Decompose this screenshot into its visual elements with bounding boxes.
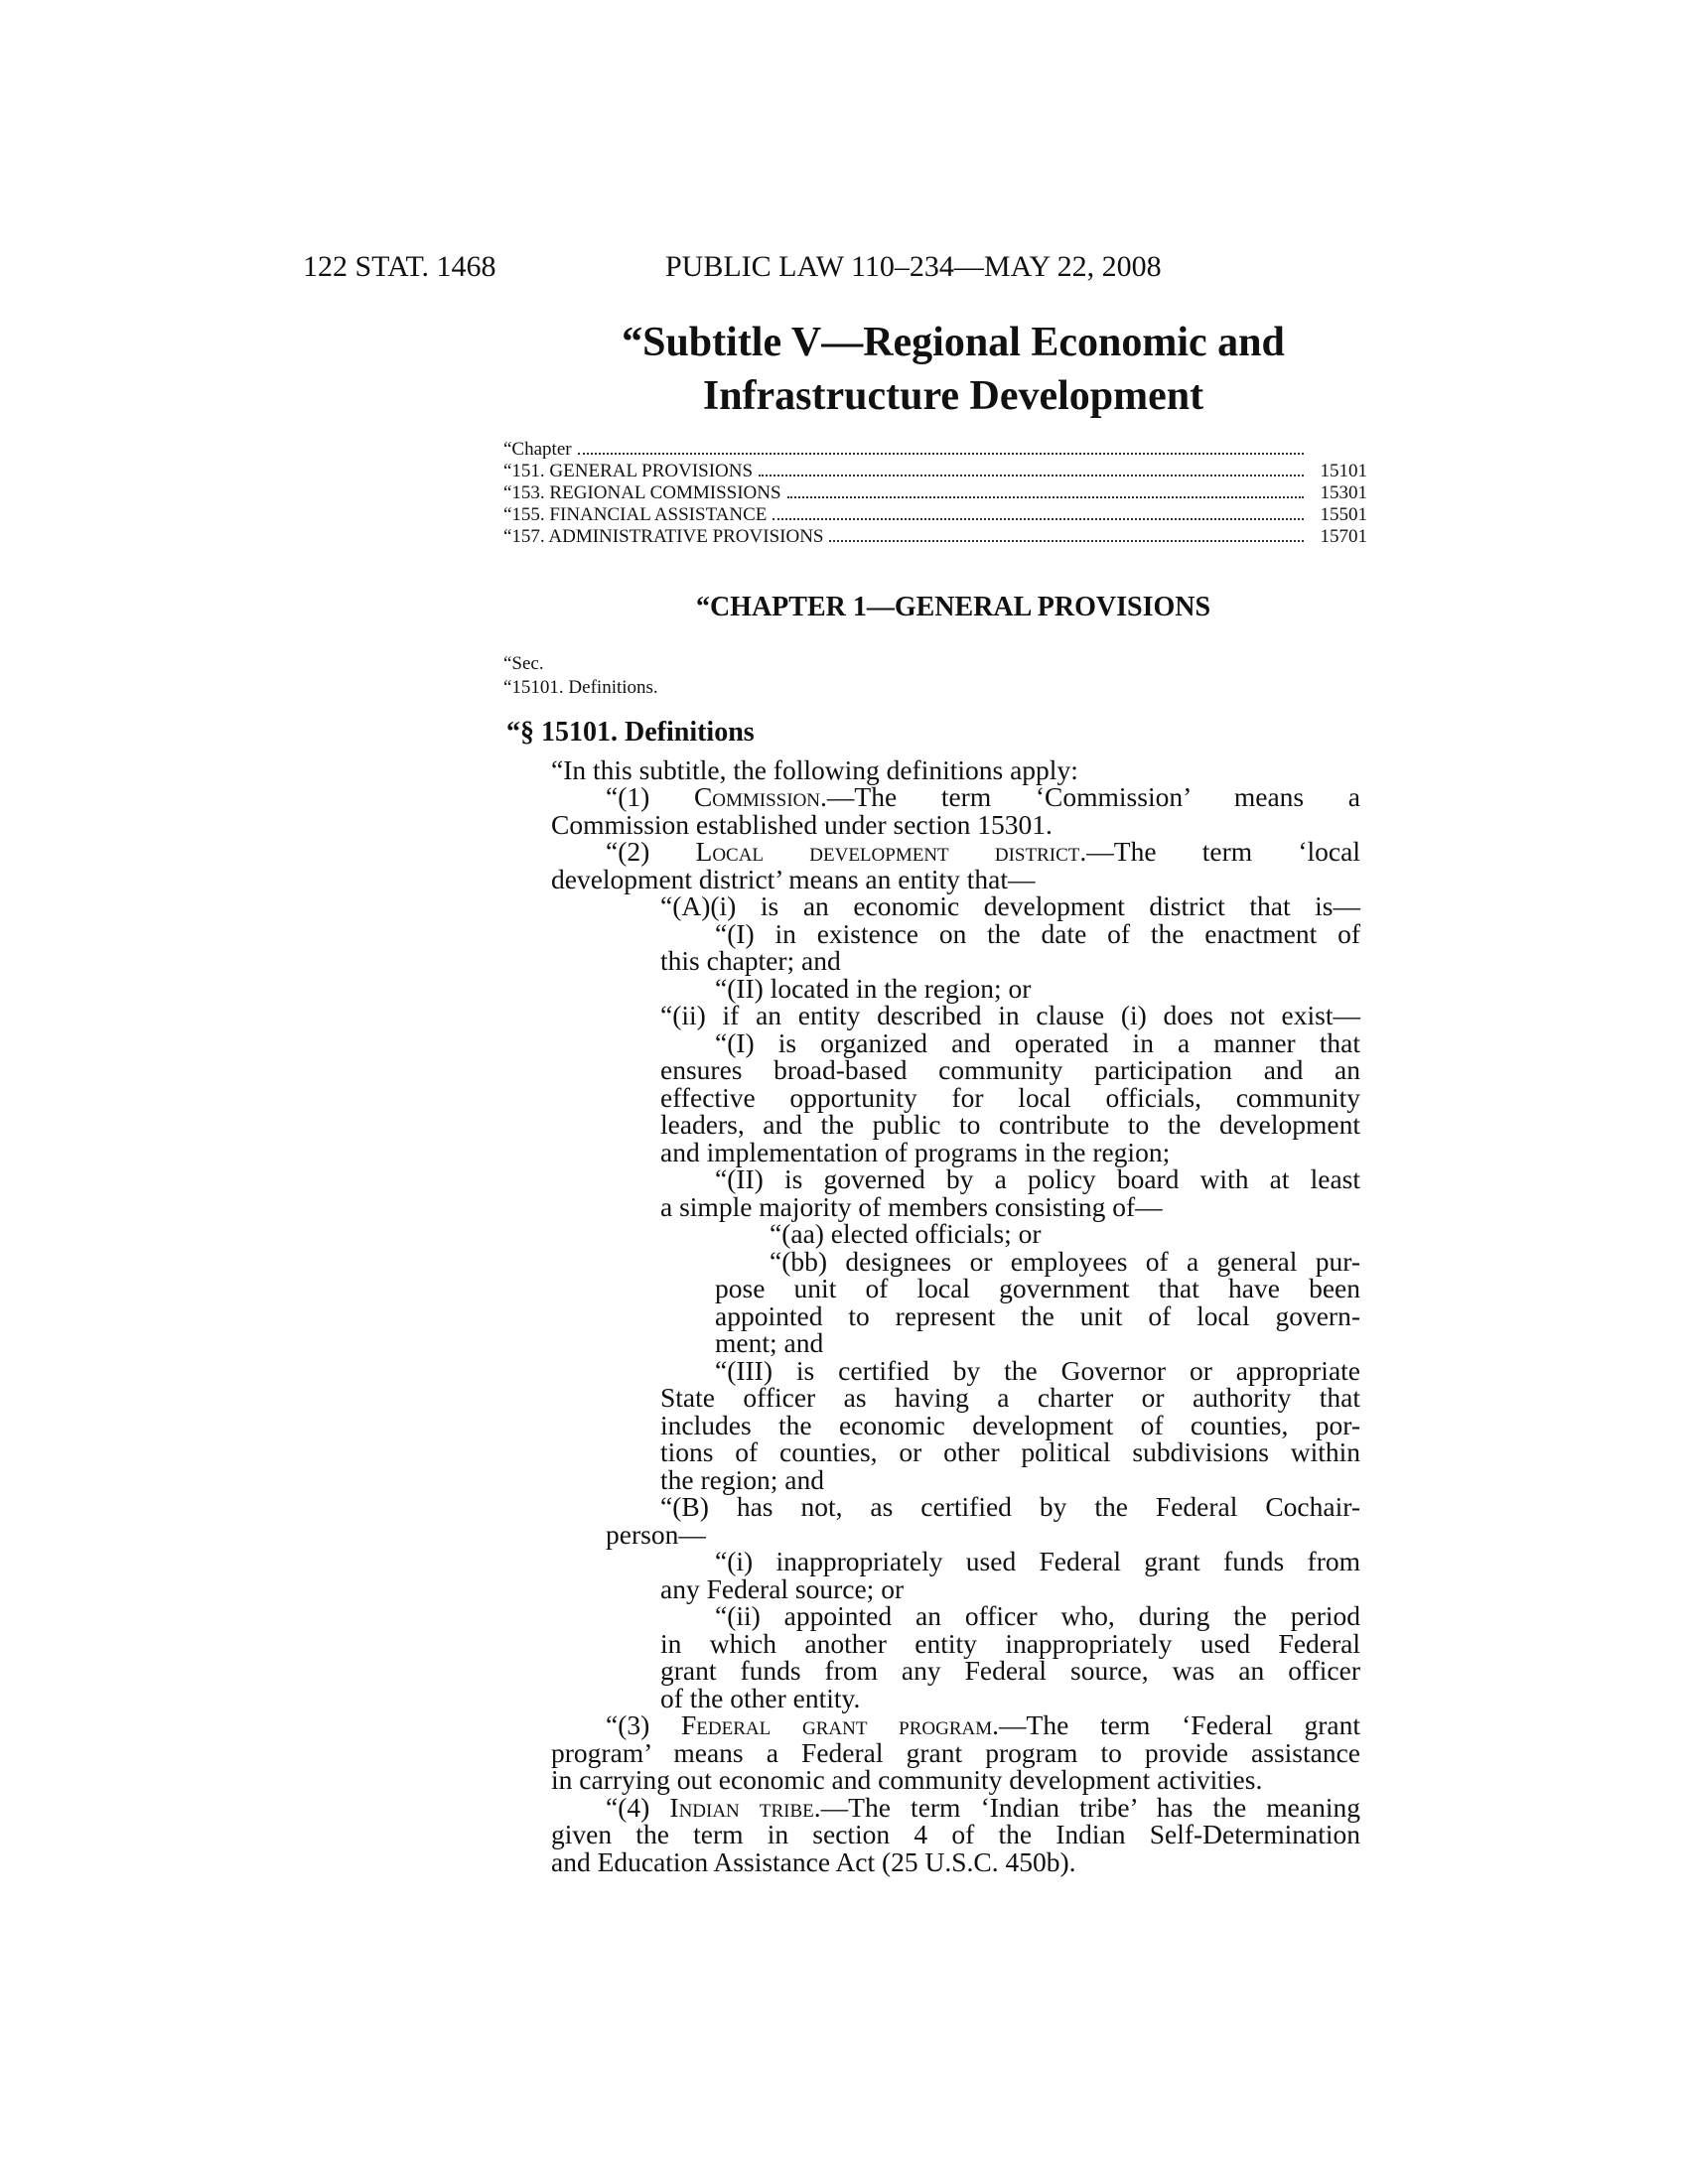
body-line: program’ means a Federal grant program to provide assistance [551,1737,1360,1768]
toc-row [503,526,1367,548]
body-line: the region; and [660,1464,824,1495]
body-line: of the other entity. [660,1683,861,1713]
definition-commission: “(1) Commission.—The term ‘Commission’ means a [606,781,1360,812]
body-line: given the term in section 4 of the Indian Self-Determination [551,1819,1360,1849]
body-line: includes the economic development of counties, por- [660,1410,1360,1440]
body-line: and implementation of programs in the region; [660,1137,1171,1167]
toc-row [503,461,1367,482]
body-line: in which another entity inappropriately used Federal [660,1628,1360,1659]
section-list-item: “15101. Definitions. [503,677,658,698]
toc-section-number: 15101 [1320,461,1367,481]
definition-federal-grant-program: “(3) Federal grant program.—The term ‘Federal grant [606,1709,1360,1740]
defined-term: Federal grant program [681,1709,993,1740]
toc-label: “151. GENERAL PROVISIONS [503,461,754,481]
defined-term: Indian tribe [669,1792,814,1823]
body-line: Commission established under section 15301. [551,809,1053,840]
body-line: “(I) is organized and operated in a manner that [715,1027,1360,1058]
body-line: “(ii) appointed an officer who, during the period [715,1600,1360,1631]
toc-header: “Chapter [503,439,572,460]
definition-local-development-district: “(2) Local development district.—The term ‘local [606,836,1360,867]
running-header [0,250,1688,290]
body-line: “(II) located in the region; or [715,973,1032,1004]
body-line: effective opportunity for local officials, community [660,1082,1360,1113]
subtitle-heading-line2: Infrastructure Development [702,373,1204,419]
body-line: ensures broad-based community participation and an [660,1054,1360,1085]
body-line: development district’ means an entity that— [551,864,1036,894]
body-line: grant funds from any Federal source, was an officer [660,1655,1360,1686]
toc-section-number: 15501 [1320,504,1367,525]
body-line: “(III) is certified by the Governor or appropriate [715,1355,1360,1386]
body-line: this chapter; and [660,945,841,976]
subtitle-heading [546,316,1360,423]
defined-term: Local development district [695,836,1080,867]
body-line: “(bb) designees or employees of a general pur- [770,1246,1360,1277]
toc-header-row [503,439,1367,461]
toc-section-number: 15701 [1320,526,1367,547]
chapter-table-of-contents [503,439,1367,548]
body-line: “(I) in existence on the date of the enactment of [715,918,1360,949]
statute-page-number: 122 STAT. 1468 [303,250,496,283]
body-line: “In this subtitle, the following definitions apply: [551,754,1078,785]
toc-leader-dots [787,496,1304,498]
toc-row [503,482,1367,504]
toc-row [503,504,1367,526]
chapter-heading: “CHAPTER 1—GENERAL PROVISIONS [695,592,1211,622]
body-line: pose unit of local government that have been [715,1273,1360,1303]
section-list [503,652,658,700]
body-line: “(B) has not, as certified by the Federal Cochair- [660,1491,1360,1522]
toc-leader-dots [829,540,1304,542]
public-law-citation: PUBLIC LAW 110–234—MAY 22, 2008 [665,250,1162,283]
section-list-header: “Sec. [503,653,544,674]
toc-leader-dots [773,518,1304,520]
definition-indian-tribe: “(4) Indian tribe.—The term ‘Indian tribe’ has the meaning [606,1792,1360,1823]
body-line: “(i) inappropriately used Federal grant funds from [715,1546,1360,1576]
subtitle-heading-line1: “Subtitle V—Regional Economic and [622,320,1285,365]
body-line: a simple majority of members consisting of— [660,1191,1163,1222]
body-line: “(A)(i) is an economic development district that is— [660,890,1360,921]
toc-label: “155. FINANCIAL ASSISTANCE [503,504,768,525]
toc-label: “153. REGIONAL COMMISSIONS [503,482,781,503]
body-line: “(ii) if an entity described in clause (i) does not exist— [660,1000,1360,1030]
body-line: State officer as having a charter or authority that [660,1382,1360,1413]
body-line: person— [606,1519,706,1550]
defined-term: Commission [693,781,821,812]
toc-leader-dots [759,475,1304,477]
body-line: appointed to represent the unit of local govern- [715,1300,1360,1331]
body-line: and Education Assistance Act (25 U.S.C. 450b). [551,1846,1076,1877]
body-line: in carrying out economic and community development activities. [551,1764,1263,1795]
body-line: “(aa) elected officials; or [770,1218,1042,1249]
toc-label: “157. ADMINISTRATIVE PROVISIONS [503,526,824,547]
body-line: tions of counties, or other political subdivisions within [660,1436,1360,1467]
section-heading: “§ 15101. Definitions [506,717,755,748]
toc-leader-dots [578,453,1304,455]
body-line: ment; and [715,1327,824,1358]
body-line: any Federal source; or [660,1573,905,1604]
body-line: leaders, and the public to contribute to the development [660,1109,1360,1140]
toc-section-number: 15301 [1320,482,1367,503]
body-line: “(II) is governed by a policy board with at least [715,1163,1360,1194]
